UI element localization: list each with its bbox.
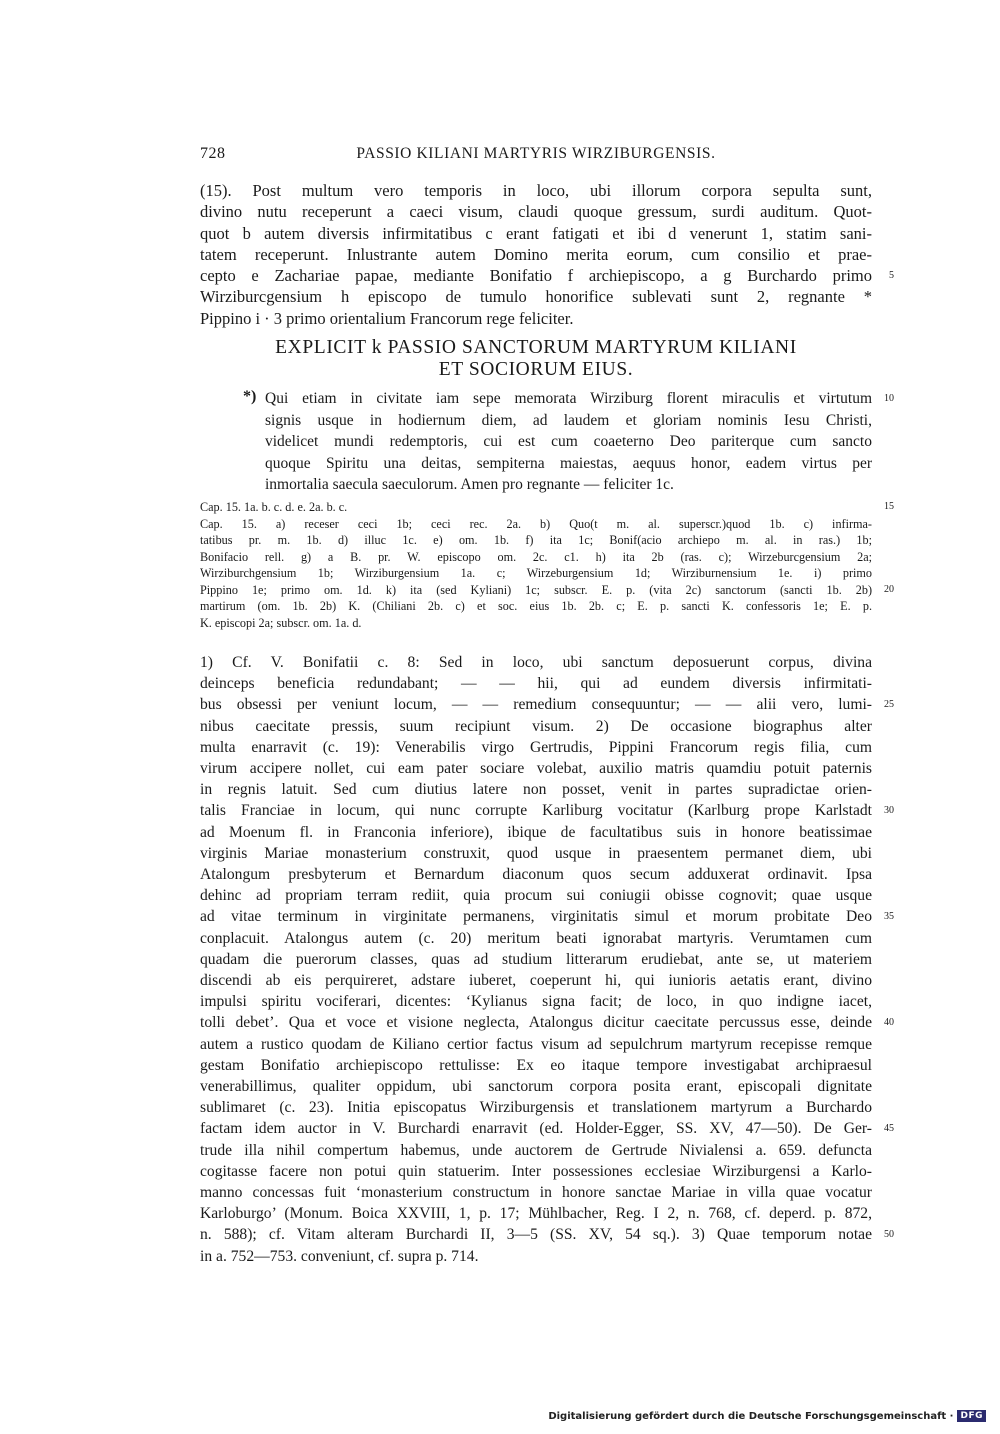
commentary-line: venerabillimus, qualiter oppidum, ubi sanctorum corpora posita erant, episcopali dignitate: [200, 1078, 872, 1096]
main-line: Wirziburcgensium h episcopo de tumulo honorifice sublevati sunt 2, regnante *: [200, 287, 872, 307]
commentary-line: multa enarravit (c. 19): Venerabilis virgo Gertrudis, Pippini Francorum regis filia, cum: [200, 738, 872, 756]
apparatus-line: Cap. 15. a) receser ceci 1b; ceci rec. 2a. b) Quo(t m. al. superscr.)quod 1b. c) infirma-: [200, 516, 872, 531]
commentary-line: autem a rustico quodam de Kiliano certior factus visum ad sepulchrum martyrum recepisse remque: [200, 1035, 872, 1053]
commentary-line: virginis Mariae monasterium construxit, quod usque in praesentem permanet diem, ubi: [200, 844, 872, 862]
line-number: 35: [884, 911, 894, 923]
commentary-line: Atalongum presbyterum et Bernardum diaconum quos secum adduxerat ordinavit. Ipsa: [200, 866, 872, 884]
commentary-line: gestam Bonifatio archiepiscopo rettulisse: Ex eo itaque tempore investigabat archipraesul: [200, 1056, 872, 1074]
line-number: 50: [884, 1229, 894, 1241]
dfg-logo: DFG: [957, 1410, 986, 1422]
commentary-line: in regnis latuit. Sed cum diutius latere non posset, venit in partes supradictae orien-: [200, 781, 872, 799]
annotation-line: inmortalia saecula saeculorum. Amen pro regnante — feliciter 1c.: [265, 476, 674, 494]
commentary-line: tolli debet’. Qua et voce et visione neglecta, Atalongus dicitur caecitate percussus esse, deinde 40: [200, 1012, 872, 1033]
commentary-line: nibus caecitate pressis, suum recipiunt visum. 2) De occasione biographus alter: [200, 717, 872, 735]
annotation-text: [265, 388, 894, 496]
commentary-line: trude illa nihil compertum habemus, unde auctorem de Gertrude Nivialensi a. 659. defuncta: [200, 1141, 872, 1159]
annotation-line: Qui etiam in civitate iam sepe memorata Wirziburg florent miraculis et virtutum 10: [265, 388, 872, 410]
apparatus-line: tatibus pr. m. 1b. d) illuc 1c. e) om. 1b. f) ita 1c; Bonif(acio archiepo m. al. in ras.) 1b;: [200, 533, 872, 547]
line-number: 5: [889, 270, 894, 282]
line-number: 25: [884, 699, 894, 711]
explicit-line: EXPLICIT k PASSIO SANCTORUM MARTYRUM KILIANI: [275, 337, 797, 358]
commentary-line: n. 588); cf. Vitam alteram Burchardi II, 3—5 (SS. XV, 54 sq.). 3) Quae temporum notae 50: [200, 1224, 872, 1245]
commentary-line: ad Moenum fl. in Franconia inferiore), ibique de facultatibus suis in honore beatissimae: [200, 823, 872, 841]
page-header: [200, 145, 872, 167]
commentary-line: ad vitae terminum in virginitate permanens, virginitatis simul et morum probitate Deo 35: [200, 906, 872, 927]
line-number: 40: [884, 1017, 894, 1029]
main-line: cepto e Zachariae papae, mediante Bonifatio f archiepiscopo, a g Burchardo primo 5: [200, 266, 894, 286]
explicit-line: ET SOCIORUM EIUS.: [438, 359, 634, 380]
annotation-line: videlicet mundi redemptoris, cui est cum coaeterno Deo pariterque cum sancto: [265, 433, 872, 451]
commentary-line: in a. 752—753. conveniunt, cf. supra p. 714.: [200, 1247, 479, 1265]
commentary-line: discendi ab eis perquireret, adstare iuberet, coeperunt hi, qui iunioris aetatis erant, divino: [200, 972, 872, 990]
apparatus-line: martirum (om. 1b. 2b) K. (Chiliani 2b. c) et soc. eius 1b. 2b. c; E. p. sancti K. confessoris 1e; E. p.: [200, 599, 872, 613]
line-number: 15: [884, 501, 894, 512]
apparatus-line: Cap. 15. 1a. b. c. d. e. 2a. b. c. 15: [200, 500, 894, 514]
digitization-credit: [548, 1410, 986, 1422]
commentary-line: manno concessas fuit ‘monasterium constructum in honore sanctae Mariae in villa quae vocatur: [200, 1184, 872, 1202]
commentary-line: impulsi spiritu vociferari, dicentes: ‘Kylianus signa facit; de loco, in quo indigne iacet,: [200, 993, 872, 1011]
main-line: divino nutu receperunt a caeci visum, claudi quoque gressum, surdi auditum. Quot-: [200, 202, 872, 222]
annotation-line: quoque Spiritu una deitas, sempiterna maiestas, aequus honor, eadem virtus per: [265, 454, 872, 472]
commentary-line: quadam die puerorum classes, quas ad studium litterarum erudiebat, ante se, ut materiem: [200, 950, 872, 968]
main-line: (15). Post multum vero temporis in loco, ubi illorum corpora sepulta sunt,: [200, 181, 872, 200]
commentary-line: factam idem auctor in V. Burchardi enarravit (ed. Holder-Egger, SS. XV, 47—50). De Ger- 45: [200, 1118, 872, 1139]
commentary-line: 1) Cf. V. Bonifatii c. 8: Sed in loco, ubi sanctum deposuerunt corpus, divina: [200, 654, 872, 671]
apparatus-line: Wirziburchgensium 1b; Wirziburgensium 1a. c; Wirzeburgensium 1d; Wirziburnensium 1e. i) primo: [200, 566, 872, 580]
commentary-line: dehinc ad propriam terram rediit, quia procum sui coniugii obisse cognovit; quae usque: [200, 887, 872, 905]
apparatus-line: K. episcopi 2a; subscr. om. 1a. d.: [200, 615, 362, 630]
line-number: 20: [884, 583, 894, 595]
commentary-line: sublimaret (c. 23). Initia episcopatus Wirziburgensis et translationem martyrum a Burchardo: [200, 1099, 872, 1117]
main-line: Pippino i · 3 primo orientalium Francorum rege feliciter.: [200, 308, 574, 328]
explicit-heading: [200, 337, 872, 381]
commentary-line: virum accipere nollet, cui eam pater sociare volebat, auxilio matris quamdiu potuit paternis: [200, 760, 872, 778]
main-line: quot b autem diversis infirmitatibus c erant fatigati et ibi d venerunt 1, statim sani-: [200, 223, 872, 243]
commentary-line: cogitasse facere non potui quin statuerim. Inter possessiones ecclesiae Wirziburgensi a Karlo-: [200, 1162, 872, 1180]
line-number: 30: [884, 805, 894, 817]
commentary-line: Karloburgo’ (Monum. Boica XXVIII, 1, p. 17; Mühlbacher, Reg. I 2, n. 768, cf. deperd. p. 872,: [200, 1205, 872, 1223]
annotation-marker: *): [243, 388, 257, 405]
main-line: tatem receperunt. Inlustrante autem Domino merita eorum, cum consilio et prae-: [200, 244, 872, 264]
commentary-notes: [200, 652, 894, 1267]
critical-apparatus: [200, 499, 894, 631]
apparatus-line: Pippino 1e; primo om. 1d. k) ita (sed Kyliani) 1c; subscr. E. p. (vita 2c) sanctorum (sancti 1b. 2b) 20: [200, 582, 894, 597]
commentary-line: conplacuit. Atalongus autem (c. 20) meritum beati ignorabat martyris. Verumtamen cum: [200, 929, 872, 947]
annotation-line: signis usque in hodiernum diem, ad laudem et gloriam nominis Iesu Christi,: [265, 411, 872, 429]
line-number: 45: [884, 1123, 894, 1135]
commentary-line: deinceps beneficia redundabant; — — hii, qui ad eundem diversis infirmitati-: [200, 675, 872, 693]
line-number: 10: [884, 393, 894, 404]
running-title: PASSIO KILIANI MARTYRIS WIRZIBURGENSIS.: [356, 145, 716, 162]
page-number: 728: [200, 145, 226, 162]
commentary-line: talis Franciae in locum, qui nunc corrupte Karliburg vocitatur (Karlburg prope Karlstadt 30: [200, 800, 872, 821]
commentary-line: bus obsessi per veniunt locum, — — remedium consequuntur; — — alii vero, lumi- 25: [200, 694, 872, 715]
apparatus-line: Bonifacio rell. g) a B. pr. W. episcopo om. 2c. c1. h) ita 2b (ras. c); Wirzeburcgensium 2a;: [200, 549, 872, 564]
credit-text: Digitalisierung gefördert durch die Deutsche Forschungsgemeinschaft ·: [548, 1410, 954, 1422]
main-text: [200, 180, 894, 329]
